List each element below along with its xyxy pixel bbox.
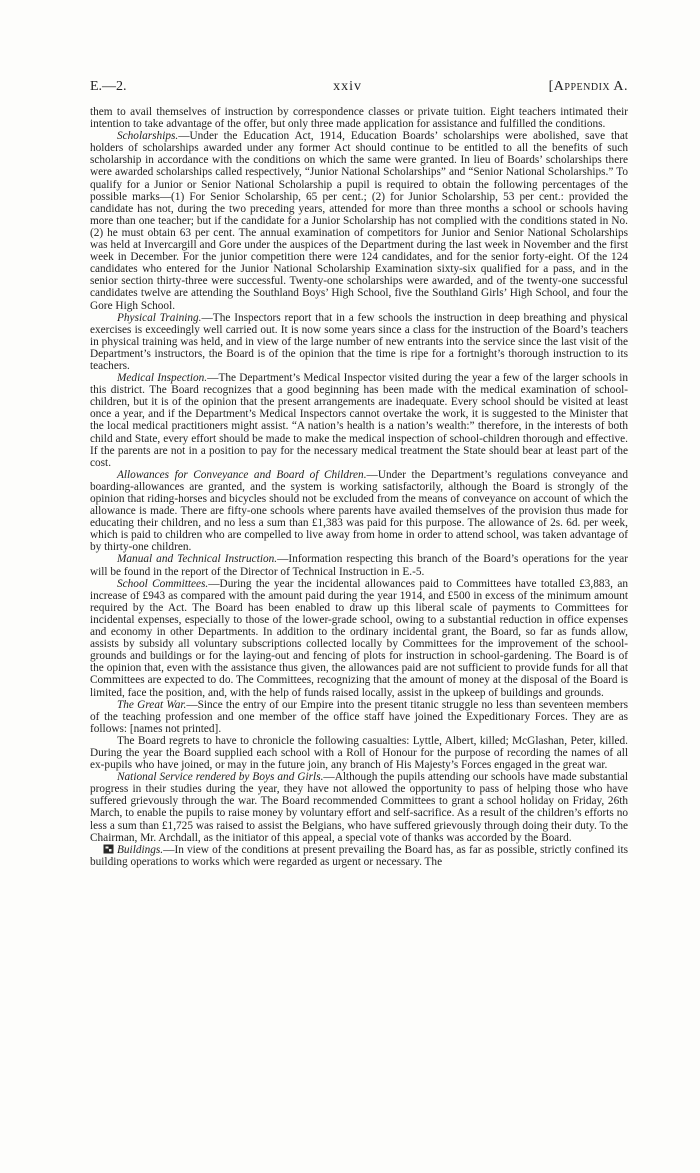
paragraph-school-committees xyxy=(90,578,628,699)
paragraph-heading: Buildings. xyxy=(117,843,164,856)
paragraph-text: —During the year the incidental allowances paid to Committees have totalled £3,883, an increase of £943 as compared with the amount paid during the year 1914, and £500 in excess of the minimum amount required by the Act. The Board has been enabled to draw up this liberal scale of payments to Committees for incidental expenses, especially to those of the lower-grade school, owing to a substantial reduction in office expenses and economy in other Departments. In addition to the ordinary incidental grant, the Board, so far as funds allow, assists by subsidy all voluntary subscriptions collected locally by Committees for the improvement of the school-grounds and buildings or for the laying-out and fencing of plots for instruction in school-gardening. The Board is of the opinion that, even with the assistance thus given, the allowances paid are not sufficient to provide funds for all that Committees are expected to do. The Committees, recognizing that the amount of money at the disposal of the Board is limited, face the position, and, with the help of funds raised locally, assist in the upkeep of buildings and grounds. xyxy=(90,577,628,699)
paragraph-text: The Board regrets to have to chronicle the following casualties: Lyttle, Albert, killed; McGlashan, Peter, killed. During the year the Board supplied each school with a Roll of Honour for the purpose of recording the names of all ex-pupils who have joined, or may in the future join, any branch of His Majesty’s Forces engaged in the great war. xyxy=(90,734,628,772)
paragraph-allowances xyxy=(90,469,628,554)
paragraph-manual-instruction xyxy=(90,553,628,577)
paragraph-text: them to avail themselves of instruction by correspondence classes or private tuition. Eight teachers intimated their intention to take advantage of the offer, but only three made application for assistance and fulfilled the conditions. xyxy=(90,106,628,131)
body-text xyxy=(90,106,628,868)
paragraph-scholarships xyxy=(90,130,628,311)
paragraph-great-war xyxy=(90,699,628,735)
paragraph-heading: National Service rendered by Boys and Girls. xyxy=(117,771,324,784)
paragraph-text: —Information respecting this branch of the Board’s operations for the year will be found in the report of the Director of Technical Instruction in E.-5. xyxy=(90,553,628,578)
paragraph-text: —The Inspectors report that in a few schools the instruction in deep breathing and physical exercises is exceedingly well carried out. It is now some years since a class for the instruction of the Board’s teachers in physical training was held, and in view of the large number of new entrants into the service since the last visit of the Department’s instructors, the Board is of the opinion that the time is ripe for a fortnight’s thorough instruction to its teachers. xyxy=(90,311,628,372)
paragraph-heading: Physical Training. xyxy=(117,311,202,324)
paragraph-physical-training xyxy=(90,312,628,372)
paragraph-text: —Since the entry of our Empire into the present titanic struggle no less than seventeen members of the teaching profession and one member of the office staff have joined the Expeditionary Forces. They are as follows: [names not printed]. xyxy=(90,698,628,735)
paragraph-text: —The Department’s Medical Inspector visited during the year a few of the larger schools in this district. The Board recognizes that a good beginning has been made with the medical examination of school-children, but it is of the opinion that the present arrangements are inadequate. Every school should be visited at least once a year, and if the Department’s Medical Inspectors cannot overtake the work, it is suggested to the Minister that the local medical practitioners might assist. “A nation’s health is a nation’s wealth:” therefore, in the interests of both child and State, every effort should be made to make the medical inspection of school-children thorough and effective. If the parents are not in a position to pay for the necessary medical treatment the State should bear at least part of the cost. xyxy=(90,372,629,469)
paragraph-heading: The Great War. xyxy=(117,698,187,711)
paragraph-heading: Scholarships. xyxy=(117,130,179,143)
paragraph-text: —Although the pupils attending our schools have made substantial progress in their studies during the year, they have not allowed the opportunity to pass of helping those who have suffered grievously through the war. The Board recommended Committees to grant a school holiday on Friday, 26th March, to enable the pupils to raise money by voluntary effort and self-sacrifice. As a result of the children’s efforts no less a sum than £1,725 was raised to assist the Belgians, who have suffered grievously through doing their duty. To the Chairman, Mr. Archdall, as the initiator of this appeal, a special vote of thanks was accorded by the Board. xyxy=(90,771,628,844)
paragraph-text: —Under the Education Act, 1914, Education Boards’ scholarships were abolished, save that holders of scholarships awarded under any former Act should continue to be entitled to all the benefits of such scholarship in accordance with the conditions on which the same were granted. In lieu of Boards’ scholarships there were awarded scholarships called respectively, “Junior National Scholarships” and “Senior National Scholarships.” To qualify for a Junior or Senior National Scholarship a pupil is required to obtain the following percentages of the possible marks—(1) For Senior Scholarship, 65 per cent.; (2) for Junior Scholarship, 53 per cent.: provided the candidate has not, during the two preceding years, attended for more than three months a school or schools having more than one teacher; but if the candidate for a Junior Scholarship has not complied with the conditions stated in No. (2) he must obtain 63 per cent. The annual examination of competitors for Junior and Senior National Scholarships was held at Invercargill and Gore under the auspices of the Department during the last week in November and the first week in December. For the junior competition there were 124 candidates, and for the senior forty-eight. Of the 124 candidates who entered for the Junior National Scholarship Examination sixty-six qualified for a pass, and in the senior section thirty-three were successful. Twenty-one scholarships were awarded, and of the twenty-one successful candidates twelve are attending the Southland Boys’ High School, five the Southland Girls’ High School, and four the Gore High School. xyxy=(90,130,628,312)
paragraph-heading: Manual and Technical Instruction. xyxy=(117,553,278,566)
paragraph-casualties xyxy=(90,735,628,771)
page-number: xxiv xyxy=(333,79,363,94)
printer-mark-icon xyxy=(103,844,114,854)
section-code: E.—2. xyxy=(90,79,127,94)
running-head xyxy=(90,79,628,95)
paragraph-text: —Under the Department’s regulations conveyance and boarding-allowances are granted, and the system is working satisfactorily, although the Board is strongly of the opinion that riding-horses and bicycles should not be excluded from the means of conveyance on account of which the allowance is made. There are fifty-one schools where parents have availed themselves of the provision thus made for educating their children, and no less a sum than £1,383 was paid for this purpose. The allowance of 2s. 6d. per week, which is paid to children who are compelled to live away from home in order to attend school, was taken advantage of by thirty-one children. xyxy=(90,468,628,554)
paragraph-heading: Allowances for Conveyance and Board of Children. xyxy=(117,468,367,481)
paragraph-heading: Medical Inspection. xyxy=(117,372,208,385)
paragraph-buildings xyxy=(90,844,628,868)
paragraph-heading: School Committees. xyxy=(117,577,209,590)
paragraph-national-service xyxy=(90,771,628,844)
paragraph-intro xyxy=(90,106,628,130)
paragraph-medical-inspection xyxy=(90,372,628,469)
paragraph-text: —In view of the conditions at present prevailing the Board has, as far as possible, strictly confined its building operations to works which were regarded as urgent or necessary. The xyxy=(90,843,628,868)
appendix-label: [Appendix A. xyxy=(548,79,628,94)
